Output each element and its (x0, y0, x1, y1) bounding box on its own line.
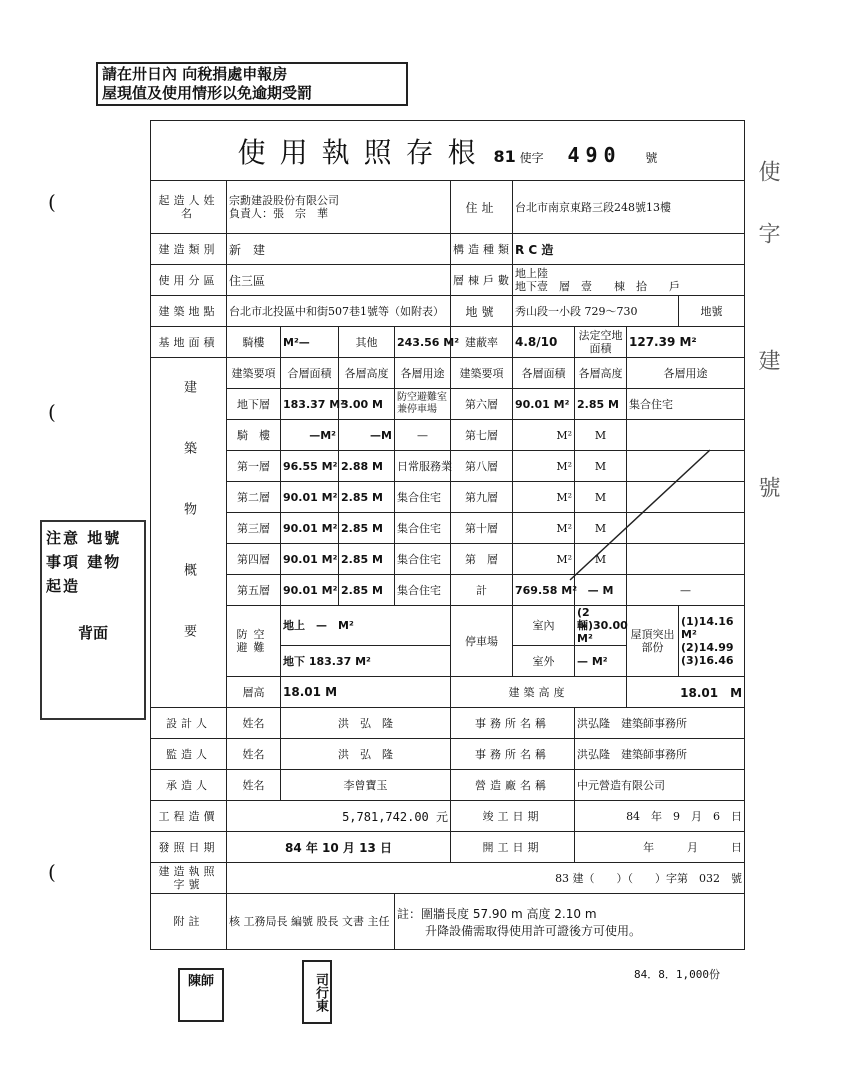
col-header: 各層用途 (395, 358, 451, 389)
notice-stamp-text: 注意 地號 事項 建物 起造 (46, 529, 122, 595)
name-label: 姓名 (227, 770, 281, 801)
col-header: 各層高度 (339, 358, 395, 389)
structure-value: R C 造 (513, 234, 745, 265)
site-address: 台北市北投區中和街507巷1號等（如附表） (227, 296, 451, 327)
floors-below: 地下壹 層 壹 棟 拾 戶 (515, 280, 680, 293)
complete-date: 84 年 9 月 6 日 (575, 801, 745, 832)
floor-height: 2.85 M (339, 482, 395, 513)
floor-use: — (395, 420, 451, 451)
floor-item: 騎 樓 (227, 420, 281, 451)
floor-area: —M² (281, 420, 339, 451)
contractor-company: 中元營造有限公司 (575, 770, 745, 801)
floor-area: M² (513, 513, 575, 544)
seal-stamp: 陳師 (178, 968, 224, 1022)
col-header: 建築要項 (451, 358, 513, 389)
bldg-height-label: 建築高度 (451, 677, 627, 708)
floor-area: M² (513, 451, 575, 482)
notice-stamp (40, 520, 146, 720)
floor-use: 集合住宅 (395, 513, 451, 544)
builder-rep: 負責人：張 宗 華 (229, 207, 328, 220)
lot-suffix: 地號 (679, 296, 745, 327)
issue-label: 發照日期 (151, 832, 227, 863)
margin-mark: ( (48, 860, 56, 884)
floor-area: 90.01 M² (281, 482, 339, 513)
col-header: 各層用途 (627, 358, 745, 389)
floor-area: 769.58 M² (513, 575, 575, 606)
parking-in-label: 室內 (513, 606, 575, 646)
sign-label: 核 (229, 915, 240, 928)
legal-open-label: 法定空地面積 (575, 327, 627, 358)
floor-item: 第七層 (451, 420, 513, 451)
coverage-label: 建蔽率 (451, 327, 513, 358)
form-title: 使用執照存根 (237, 135, 490, 169)
floor-item: 第二層 (227, 482, 281, 513)
shelter-below: 地下 183.37 M² (281, 646, 451, 677)
office-label: 事務所名稱 (451, 739, 575, 770)
sign-label: 股長 (316, 915, 339, 928)
complete-label: 竣工日期 (451, 801, 575, 832)
issue-date: 84 年 10 月 13 日 (227, 832, 451, 863)
floor-height: M (575, 513, 627, 544)
permit-number: 490 (567, 142, 622, 167)
remarks (395, 894, 745, 950)
floor-height: M (575, 544, 627, 575)
name-label: 姓名 (227, 739, 281, 770)
floor-height: — M (575, 575, 627, 606)
stamp-line-1: 請在卅日內 向稅捐處申報房 (102, 65, 288, 83)
roof-values: (1)14.16 M² (2)14.99 (3)16.46 (679, 606, 745, 677)
bldg-height: 18.01 M (627, 677, 745, 708)
floor-height: M (575, 451, 627, 482)
name-label: 姓名 (227, 708, 281, 739)
remark-line-1: 註：圍牆長度 57.90 m 高度 2.10 m (397, 906, 597, 921)
floor-area: M² (513, 482, 575, 513)
floor-use: 集合住宅 (395, 482, 451, 513)
floor-use: 日常服務業 (395, 451, 451, 482)
lot-value: 秀山段一小段 729～730 (513, 296, 679, 327)
address-label: 住址 (451, 181, 513, 234)
floor-height: 2.88 M (339, 451, 395, 482)
floors-above: 地上陸 (515, 267, 548, 280)
table-row (151, 389, 745, 420)
arcade-label: 騎樓 (227, 327, 281, 358)
floor-height: —M (339, 420, 395, 451)
designer-office: 洪弘隆 建築師事務所 (575, 708, 745, 739)
company-label: 營造廠名稱 (451, 770, 575, 801)
cost-label: 工程造價 (151, 801, 227, 832)
builder-name: 宗勳建設股份有限公司 (229, 194, 339, 207)
zoning-label: 使用分區 (151, 265, 227, 296)
construction-permit-label: 建造執照字號 (151, 863, 227, 894)
col-header: 各層高度 (575, 358, 627, 389)
parking-out: — M² (575, 646, 627, 677)
contractor-label: 承造人 (151, 770, 227, 801)
permit-prefix: 81 (493, 146, 516, 166)
floor-area: M² (513, 544, 575, 575)
bleed-through-text: 使字 建 號 (755, 160, 780, 538)
floor-height: 2.85 M (575, 389, 627, 420)
floor-use: 集合住宅 (627, 389, 745, 420)
designer-name: 洪 弘 隆 (281, 708, 451, 739)
floor-area: 90.01 M² (281, 513, 339, 544)
builder-cell (227, 181, 451, 234)
col-header: 建築要項 (227, 358, 281, 389)
base-area-label: 基地面積 (151, 327, 227, 358)
floor-height: M (575, 482, 627, 513)
floors-label: 層棟戶數 (451, 265, 513, 296)
floors-cell (513, 265, 745, 296)
cancel-line (570, 450, 710, 580)
storey-height-label: 層高 (227, 677, 281, 708)
legal-open-value: 127.39 M² (627, 327, 745, 358)
floor-item: 計 (451, 575, 513, 606)
stamp-line-2: 屋現值及使用情形以免逾期受罰 (102, 84, 313, 102)
floor-item: 第四層 (227, 544, 281, 575)
structure-label: 構造種類 (451, 234, 513, 265)
col-header: 合層面積 (281, 358, 339, 389)
floor-use: 防空避難室兼停車場 (395, 389, 451, 420)
floor-item: 第 層 (451, 544, 513, 575)
remark-line-2: 升降設備需取得使用許可證後方可使用。 (425, 923, 642, 938)
other-area: 243.56 M² (395, 327, 451, 358)
floor-area: M² (513, 420, 575, 451)
floor-item: 第一層 (227, 451, 281, 482)
sign-label: 編號 (291, 915, 313, 928)
tax-reminder-stamp (96, 62, 408, 106)
cost-value: 5,781,742.00 元 (227, 801, 451, 832)
supervisor-name: 洪 弘 隆 (281, 739, 451, 770)
contractor-name: 李曾寶玉 (281, 770, 451, 801)
roof-label: 屋頂突出部份 (627, 606, 679, 677)
attach-label: 附註 (151, 894, 227, 950)
other-label: 其他 (339, 327, 395, 358)
arcade-area: M²— (281, 327, 339, 358)
site-label: 建築地點 (151, 296, 227, 327)
permit-type: 使字 (519, 150, 544, 165)
office-label: 事務所名稱 (451, 708, 575, 739)
sign-label: 工務局長 (243, 915, 288, 928)
parking-in: (2輛)30.00 M² (575, 606, 627, 646)
cancel-stroke (560, 440, 720, 590)
floor-item: 第十層 (451, 513, 513, 544)
parking-out-label: 室外 (513, 646, 575, 677)
address-value: 台北市南京東路三段248號13樓 (513, 181, 745, 234)
construction-permit: 83 建（ ）（ ）字第 032 號 (227, 863, 745, 894)
floor-use: 集合住宅 (395, 544, 451, 575)
summary-label: 建築物概要 (151, 358, 227, 708)
signature-block (227, 894, 395, 950)
floor-height: 2.85 M (339, 513, 395, 544)
floor-item: 地下層 (227, 389, 281, 420)
supervisor-office: 洪弘隆 建築師事務所 (575, 739, 745, 770)
col-header: 各層面積 (513, 358, 575, 389)
building-type-value: 新 建 (227, 234, 451, 265)
margin-mark: ( (48, 400, 56, 424)
floor-use: — (627, 575, 745, 606)
floor-item: 第九層 (451, 482, 513, 513)
floor-use: 集合住宅 (395, 575, 451, 606)
parking-label: 停車場 (451, 606, 513, 677)
building-type-label: 建造類別 (151, 234, 227, 265)
sign-label: 主任 (367, 915, 390, 928)
shelter-label: 防空避難 (227, 606, 281, 677)
seal-stamp: 司行東 (302, 960, 332, 1024)
floor-area: 96.55 M² (281, 451, 339, 482)
coverage-value: 4.8/10 (513, 327, 575, 358)
start-date: 年 月 日 (575, 832, 745, 863)
floor-height: 2.85 M (339, 575, 395, 606)
notice-stamp-back: 背面 (77, 624, 108, 642)
print-footer: 84．8．1,000份 (634, 968, 720, 981)
floor-height: 3.00 M (339, 389, 395, 420)
form-title-row (151, 121, 745, 181)
builder-label: 起造人姓名 (151, 181, 227, 234)
floor-item: 第五層 (227, 575, 281, 606)
floor-height: M (575, 420, 627, 451)
lot-label: 地號 (451, 296, 513, 327)
floor-height: 2.85 M (339, 544, 395, 575)
floor-item: 第六層 (451, 389, 513, 420)
storey-height: 18.01 M (281, 677, 451, 708)
floor-area: 90.01 M² (513, 389, 575, 420)
floor-item: 第三層 (227, 513, 281, 544)
floor-area: 90.01 M² (281, 575, 339, 606)
designer-label: 設計人 (151, 708, 227, 739)
sign-label: 文書 (342, 915, 364, 928)
floor-area: 90.01 M² (281, 544, 339, 575)
floor-item: 第八層 (451, 451, 513, 482)
supervisor-label: 監造人 (151, 739, 227, 770)
shelter-above: 地上 — M² (281, 606, 451, 646)
zoning-value: 住三區 (227, 265, 451, 296)
margin-mark: ( (48, 190, 56, 214)
start-label: 開工日期 (451, 832, 575, 863)
floor-area: 183.37 M² (281, 389, 339, 420)
permit-suffix: 號 (645, 150, 658, 165)
